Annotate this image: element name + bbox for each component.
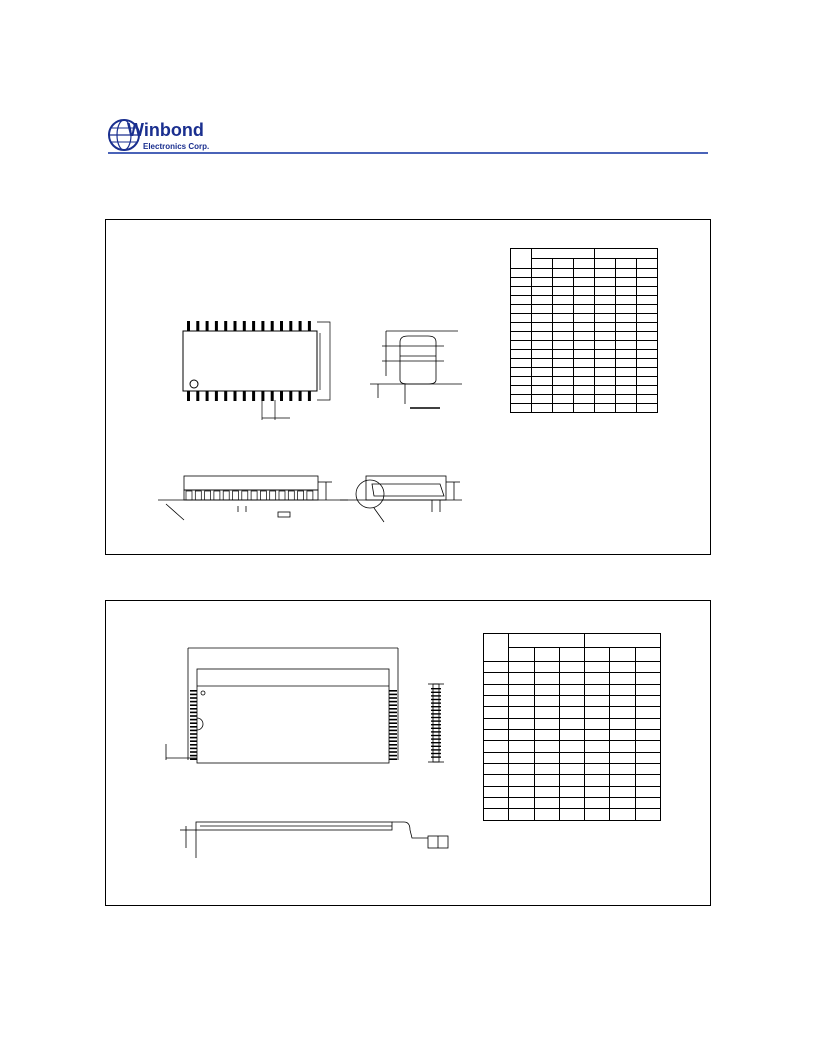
table-row (484, 662, 661, 673)
table-cell (484, 673, 509, 684)
tsop-top-body (197, 669, 389, 763)
pin (190, 758, 197, 760)
pin (389, 694, 397, 696)
dimension-table-2 (483, 633, 661, 821)
pin (190, 708, 197, 710)
pin (431, 735, 441, 736)
table-cell (585, 775, 610, 786)
table-cell (484, 730, 509, 741)
pin (431, 695, 441, 696)
table-cell (610, 786, 635, 797)
pin (431, 706, 441, 707)
table-cell (509, 707, 534, 718)
table-cell (559, 684, 584, 695)
pin (190, 715, 197, 717)
pin (190, 744, 197, 746)
table-cell (610, 707, 635, 718)
pin (431, 717, 441, 718)
table-cell (484, 764, 509, 775)
table-cell (484, 662, 509, 673)
pin (190, 701, 197, 703)
pin (190, 726, 197, 728)
pin (190, 748, 197, 750)
table-cell (585, 707, 610, 718)
pin (190, 697, 197, 699)
table-cell (509, 798, 534, 809)
table-cell (559, 673, 584, 684)
table-cell (559, 707, 584, 718)
table-cell (534, 730, 559, 741)
pin (389, 719, 397, 721)
table-row (484, 696, 661, 707)
table-cell (610, 752, 635, 763)
pin (431, 746, 441, 747)
pin (431, 724, 441, 725)
table-cell (635, 786, 660, 797)
table-cell (585, 752, 610, 763)
table-cell (635, 775, 660, 786)
table-cell (610, 718, 635, 729)
pin (389, 708, 397, 710)
pin (389, 722, 397, 724)
table-cell (610, 673, 635, 684)
pin (431, 702, 441, 703)
table-cell (635, 707, 660, 718)
pin (190, 737, 197, 739)
table-row (484, 741, 661, 752)
table-cell (534, 648, 559, 662)
table-cell (509, 696, 534, 707)
table-cell (484, 684, 509, 695)
table-cell (635, 741, 660, 752)
pin (389, 701, 397, 703)
table-cell (585, 730, 610, 741)
pin (431, 756, 441, 757)
table-cell (635, 684, 660, 695)
table-row (484, 684, 661, 695)
pin (389, 737, 397, 739)
table-cell (509, 786, 534, 797)
pin (389, 726, 397, 728)
table-cell (585, 718, 610, 729)
table-row (484, 673, 661, 684)
table-cell (534, 673, 559, 684)
table-cell (534, 707, 559, 718)
table-cell (610, 662, 635, 673)
table-cell (559, 730, 584, 741)
table-row (484, 809, 661, 821)
table-row (484, 775, 661, 786)
table-cell (509, 648, 534, 662)
pin (389, 704, 397, 706)
table-cell (635, 662, 660, 673)
pin (431, 731, 441, 732)
table-cell (585, 809, 610, 821)
table-row (484, 634, 661, 648)
table-cell (534, 752, 559, 763)
pin (190, 730, 197, 732)
table-cell (585, 798, 610, 809)
table-cell (559, 786, 584, 797)
pin (190, 755, 197, 757)
pin (389, 748, 397, 750)
table-cell (534, 741, 559, 752)
table-cell (559, 775, 584, 786)
table-cell (585, 634, 661, 648)
table-cell (585, 786, 610, 797)
table-row (484, 730, 661, 741)
pin (389, 697, 397, 699)
table-cell (559, 809, 584, 821)
table-cell (534, 684, 559, 695)
pin (190, 751, 197, 753)
table-cell (534, 798, 559, 809)
table-cell (509, 730, 534, 741)
table-cell (509, 718, 534, 729)
pin (431, 688, 441, 689)
table-cell (635, 798, 660, 809)
table-cell (635, 648, 660, 662)
table-cell (635, 696, 660, 707)
pin (190, 740, 197, 742)
table-cell (585, 662, 610, 673)
pin (389, 758, 397, 760)
table-row (484, 707, 661, 718)
table-cell (509, 662, 534, 673)
table-cell (484, 707, 509, 718)
table-cell (484, 718, 509, 729)
table-row (484, 786, 661, 797)
table-cell (484, 696, 509, 707)
brand-subtitle: Electronics Corp. (143, 142, 210, 151)
table-cell (635, 752, 660, 763)
table-cell (635, 764, 660, 775)
pin (190, 690, 197, 692)
table-cell (635, 673, 660, 684)
pin (389, 715, 397, 717)
pin (190, 722, 197, 724)
table-cell (610, 764, 635, 775)
pin (431, 720, 441, 721)
table-cell (509, 684, 534, 695)
table-cell (484, 741, 509, 752)
table-cell (585, 764, 610, 775)
table-cell (559, 798, 584, 809)
table-cell (534, 764, 559, 775)
pin (431, 692, 441, 693)
table-cell (610, 775, 635, 786)
pin (431, 742, 441, 743)
table-cell (484, 809, 509, 821)
table-row (484, 648, 661, 662)
pin (431, 728, 441, 729)
table-row (484, 718, 661, 729)
pin (190, 733, 197, 735)
pin (389, 751, 397, 753)
pin (389, 712, 397, 714)
table-row (484, 798, 661, 809)
pin (190, 712, 197, 714)
table-cell (610, 648, 635, 662)
table-cell (534, 775, 559, 786)
table-cell (585, 684, 610, 695)
table-cell (534, 696, 559, 707)
table-cell (559, 752, 584, 763)
pin (431, 738, 441, 739)
table-cell (610, 798, 635, 809)
pin (389, 740, 397, 742)
table-cell (559, 741, 584, 752)
pin (431, 710, 441, 711)
table-cell (585, 696, 610, 707)
table-cell (509, 741, 534, 752)
table-cell (509, 634, 585, 648)
table-cell (559, 648, 584, 662)
table-cell (534, 809, 559, 821)
table-cell (559, 718, 584, 729)
table-row (484, 752, 661, 763)
table-cell (559, 696, 584, 707)
table-cell (610, 809, 635, 821)
pin (389, 733, 397, 735)
table-cell (585, 741, 610, 752)
pin (190, 719, 197, 721)
table-cell (509, 764, 534, 775)
pin (190, 694, 197, 696)
brand-name: Winbond (127, 120, 204, 140)
table-cell (610, 741, 635, 752)
pin (431, 753, 441, 754)
table-cell (509, 673, 534, 684)
table-row (484, 764, 661, 775)
table-cell (534, 662, 559, 673)
pin (431, 699, 441, 700)
table-cell (635, 809, 660, 821)
table-cell (585, 673, 610, 684)
table-cell (484, 775, 509, 786)
table-cell (534, 786, 559, 797)
table-cell (484, 786, 509, 797)
pin (431, 749, 441, 750)
table-cell (585, 648, 610, 662)
table-cell (484, 634, 509, 662)
table-cell (635, 730, 660, 741)
pin (389, 690, 397, 692)
table-cell (534, 718, 559, 729)
table-cell (509, 809, 534, 821)
table-cell (509, 775, 534, 786)
table-cell (559, 764, 584, 775)
table-cell (509, 752, 534, 763)
pin (389, 755, 397, 757)
table-cell (635, 718, 660, 729)
table-cell (610, 684, 635, 695)
pin (190, 704, 197, 706)
pin (431, 713, 441, 714)
pin (389, 730, 397, 732)
table-cell (610, 730, 635, 741)
table-cell (484, 798, 509, 809)
table-cell (484, 752, 509, 763)
pin (389, 744, 397, 746)
table-cell (610, 696, 635, 707)
table-cell (559, 662, 584, 673)
